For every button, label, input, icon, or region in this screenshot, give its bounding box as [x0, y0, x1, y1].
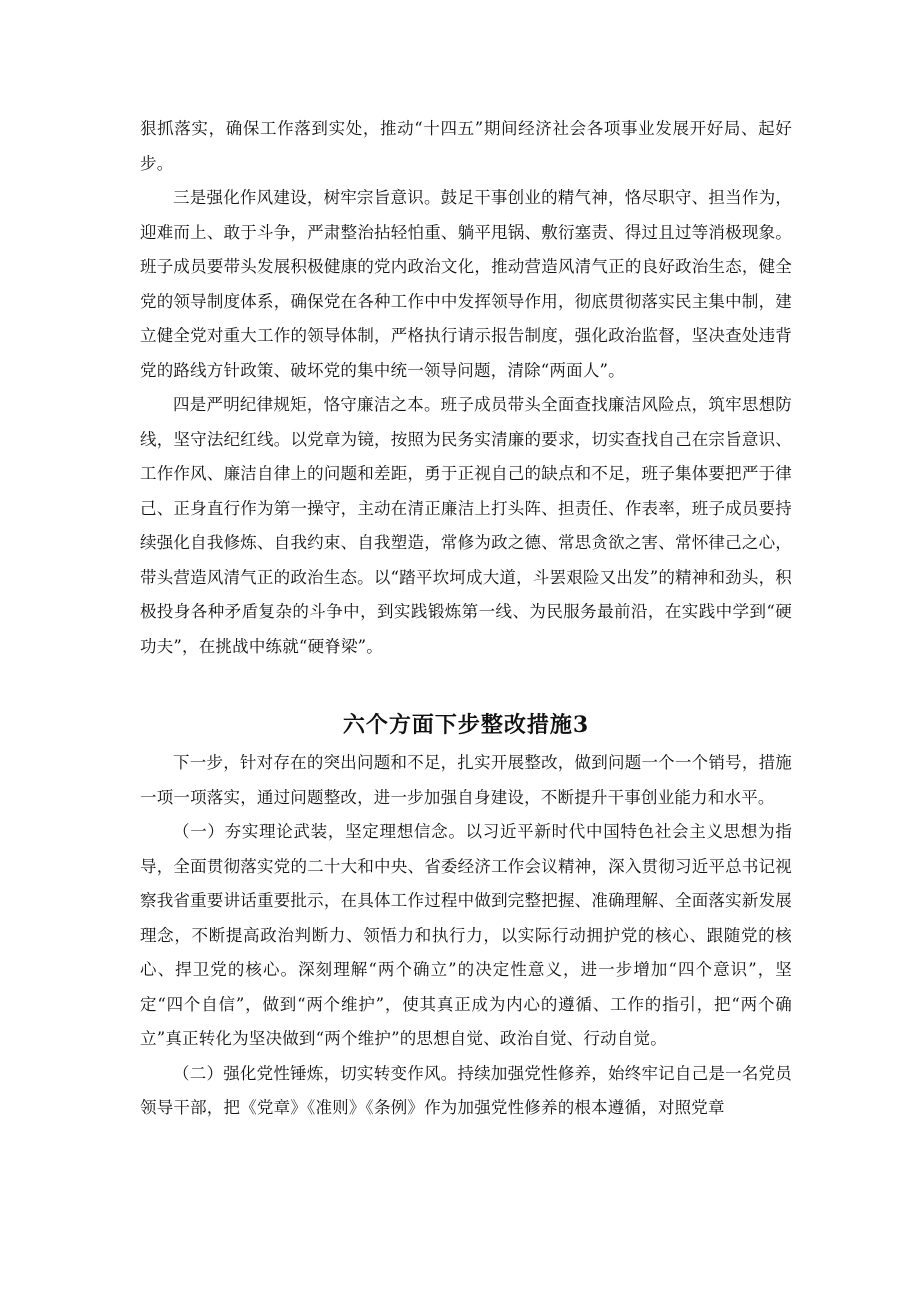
document-body [140, 112, 792, 1126]
paragraph-discipline: 四是严明纪律规矩，恪守廉洁之本。班子成员带头全面查找廉洁风险点，筑牢思想防线，坚守法纪红线。以党章为镜，按照为民务实清廉的要求，切实查找自己在宗旨意识、工作作风、廉洁自律上的问题和差距，勇于正视自己的缺点和不足，班子集体要把严于律己、正身直行作为第一操守，主动在清正廉洁上打头阵、担责任、作表率，班子成员要持续强化自我修炼、自我约束、自我塑造，常修为政之德、常思贪欲之害、常怀律己之心，带头营造风清气正的政治生态。以“踏平坎坷成大道，斗罢艰险又出发”的精神和劲头，积极投身各种矛盾复杂的斗争中，到实践锻炼第一线、为民服务最前沿，在实践中学到“硬功夫”，在挑战中练就“硬脊梁”。 [140, 395, 792, 656]
paragraph-continuation: 狠抓落实，确保工作落到实处，推动“十四五”期间经济社会各项事业发展开好局、起好步。 [140, 119, 792, 173]
paragraph-style-building: 三是强化作风建设，树牢宗旨意识。鼓足干事创业的精气神，恪尽职守、担当作为，迎难而上、敢于斗争，严肃整治拈轻怕重、躺平甩锅、敷衍塞责、得过且过等消极现象。班子成员要带头发展积极健康的党内政治文化，推动营造风清气正的良好政治生态，健全党的领导制度体系，确保党在各种工作中中发挥领导作用，彻底贯彻落实民主集中制，建立健全党对重大工作的领导体制，严格执行请示报告制度，强化政治监督，坚决查处违背党的路线方针政策、破坏党的集中统一领导问题，清除“两面人”。 [140, 188, 792, 380]
paragraph-next-steps: 下一步，针对存在的突出问题和不足，扎实开展整改，做到问题一个一个销号，措施一项一项落实，通过问题整改，进一步加强自身建设，不断提升干事创业能力和水平。 [140, 753, 792, 807]
paragraph-party-spirit: （二）强化党性锤炼，切实转变作风。持续加强党性修养，始终牢记自己是一名党员领导干部，把《党章》《准则》《条例》作为加强党性修养的根本遵循，对照党章 [140, 1063, 792, 1117]
section-heading: 六个方面下步整改措施3 [342, 712, 590, 738]
paragraph-theory-armament: （一）夯实理论武装，坚定理想信念。以习近平新时代中国特色社会主义思想为指导，全面贯彻落实党的二十大和中央、省委经济工作会议精神，深入贯彻习近平总书记视察我省重要讲话重要批示，在具体工作过程中做到完整把握、准确理解、全面落实新发展理念，不断提高政治判断力、领悟力和执行力，以实际行动拥护党的核心、跟随党的核心、捍卫党的核心。深刻理解“两个确立”的决定性意义，进一步增加“四个意识”，坚定“四个自信”，做到“两个维护”，使其真正成为内心的遵循、工作的指引，把“两个确立”真正转化为坚决做到“两个维护”的思想自觉、政治自觉、行动自觉。 [140, 822, 792, 1048]
